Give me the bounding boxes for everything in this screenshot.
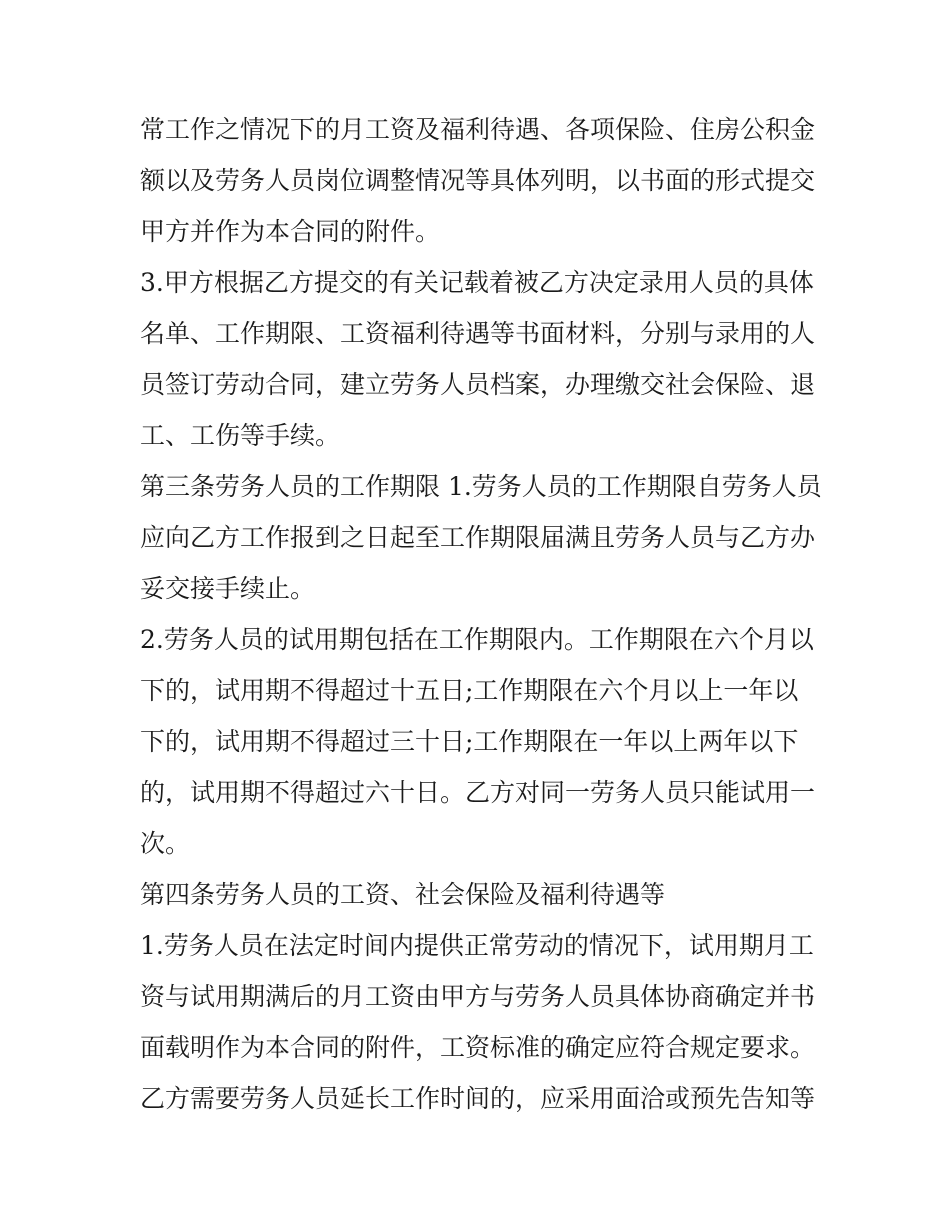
text-line: 1.劳务人员在法定时间内提供正常劳动的情况下，试用期月工 [140, 931, 814, 960]
text-line: 第三条劳务人员的工作期限 1.劳务人员的工作期限自劳务人员 [140, 472, 822, 501]
text-line: 甲方并作为本合同的附件。 [140, 217, 441, 246]
text-line: 乙方需要劳务人员延长工作时间的，应采用面洽或预先告知等 [140, 1084, 816, 1113]
text-line: 下的，试用期不得超过十五日;工作期限在六个月以上一年以 [140, 676, 799, 705]
text-line: 员签订劳动合同，建立劳务人员档案，办理缴交社会保险、退 [140, 370, 816, 399]
document-body [140, 104, 820, 1124]
text-line: 下的，试用期不得超过三十日;工作期限在一年以上两年以下 [140, 727, 799, 756]
text-line: 资与试用期满后的月工资由甲方与劳务人员具体协商确定并书 [140, 982, 816, 1011]
text-line: 额以及劳务人员岗位调整情况等具体列明，以书面的形式提交 [140, 166, 816, 195]
text-line: 应向乙方工作报到之日起至工作期限届满且劳务人员与乙方办 [140, 523, 816, 552]
text-line: 工、工伤等手续。 [140, 421, 341, 450]
text-line: 面载明作为本合同的附件，工资标准的确定应符合规定要求。 [140, 1033, 816, 1062]
text-line: 妥交接手续止。 [140, 574, 316, 603]
text-line: 的，试用期不得超过六十日。乙方对同一劳务人员只能试用一 [140, 778, 816, 807]
text-line: 次。 [140, 829, 191, 858]
text-line: 3.甲方根据乙方提交的有关记载着被乙方决定录用人员的具体 [140, 268, 814, 297]
text-line: 名单、工作期限、工资福利待遇等书面材料，分别与录用的人 [140, 319, 816, 348]
text-line: 第四条劳务人员的工资、社会保险及福利待遇等 [140, 880, 666, 909]
text-line: 2.劳务人员的试用期包括在工作期限内。工作期限在六个月以 [140, 625, 814, 654]
text-line: 常工作之情况下的月工资及福利待遇、各项保险、住房公积金 [140, 115, 816, 144]
